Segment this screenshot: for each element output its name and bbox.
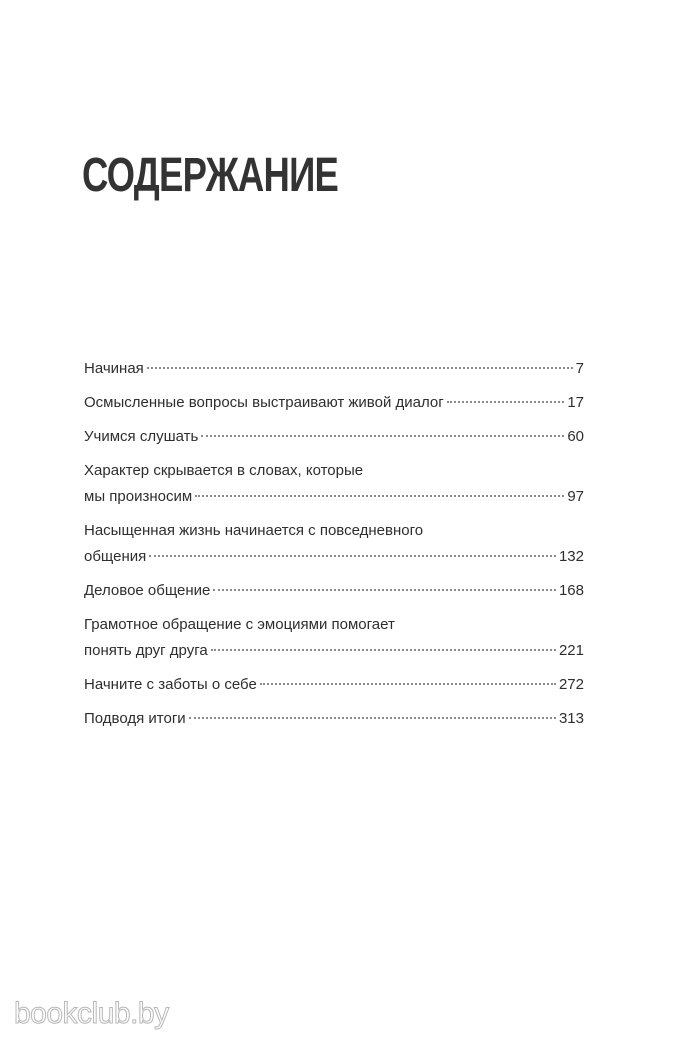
toc-entry — [84, 578, 584, 604]
toc-entry — [84, 706, 584, 732]
toc-dot-leader — [211, 649, 556, 651]
toc-page-number: 313 — [558, 710, 584, 727]
toc-entry-title: понять друг друга — [84, 642, 208, 659]
toc-page-number: 168 — [558, 582, 584, 599]
table-of-contents — [84, 356, 584, 740]
toc-dot-leader — [189, 717, 556, 719]
toc-entry — [84, 518, 584, 570]
toc-entry-title: Подводя итоги — [84, 710, 186, 727]
toc-line — [84, 706, 584, 732]
toc-entry-title: Грамотное обращение с эмоциями помогает — [84, 616, 395, 633]
toc-entry-title: общения — [84, 548, 147, 565]
toc-entry-title: Характер скрывается в словах, которые — [84, 462, 364, 479]
toc-entry — [84, 672, 584, 698]
toc-line — [84, 544, 584, 570]
toc-entry — [84, 356, 584, 382]
toc-entry-title: Начиная — [84, 360, 144, 377]
toc-line — [84, 612, 584, 638]
toc-entry-title: Осмысленные вопросы выстраивают живой диалог — [84, 394, 444, 411]
toc-entry — [84, 458, 584, 510]
toc-line — [84, 672, 584, 698]
toc-page-number: 132 — [558, 548, 584, 565]
toc-dot-leader — [201, 435, 564, 437]
toc-page-number: 17 — [567, 394, 584, 411]
toc-line — [84, 424, 584, 450]
toc-entry-title: Начните с заботы о себе — [84, 676, 257, 693]
toc-line — [84, 518, 584, 544]
toc-entry-title: Учимся слушать — [84, 428, 199, 445]
page-title: СОДЕРЖАНИЕ — [82, 149, 339, 202]
toc-page-number: 272 — [558, 676, 584, 693]
watermark-logo: bookclub.by — [14, 997, 169, 1030]
toc-line — [84, 484, 584, 510]
toc-line — [84, 458, 584, 484]
toc-entry — [84, 612, 584, 664]
toc-entry — [84, 390, 584, 416]
toc-entry-title: Насыщенная жизнь начинается с повседневного — [84, 522, 424, 539]
toc-line — [84, 578, 584, 604]
toc-page-number: 97 — [567, 488, 584, 505]
toc-dot-leader — [260, 683, 556, 685]
toc-entry-title: мы произносим — [84, 488, 193, 505]
toc-dot-leader — [147, 367, 573, 369]
toc-page-number: 7 — [575, 360, 584, 377]
toc-dot-leader — [195, 495, 564, 497]
toc-dot-leader — [213, 589, 556, 591]
toc-page-number: 60 — [567, 428, 584, 445]
toc-line — [84, 638, 584, 664]
toc-line — [84, 356, 584, 382]
toc-entry-title: Деловое общение — [84, 582, 211, 599]
toc-dot-leader — [149, 555, 556, 557]
toc-entry — [84, 424, 584, 450]
toc-dot-leader — [447, 401, 565, 403]
toc-page-number: 221 — [558, 642, 584, 659]
toc-line — [84, 390, 584, 416]
